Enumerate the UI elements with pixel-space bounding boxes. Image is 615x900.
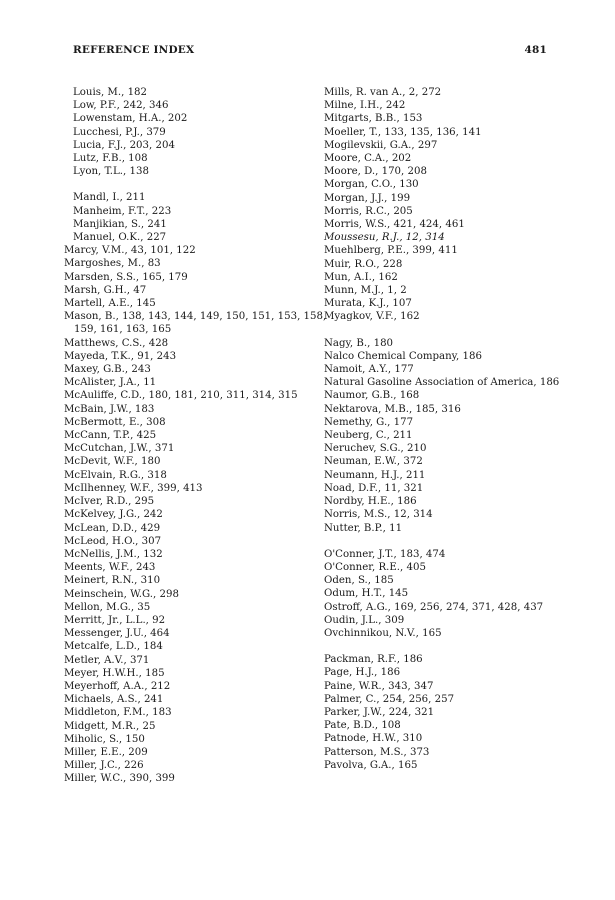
index-entry: McKelvey, J.G., 242 bbox=[64, 509, 163, 521]
index-entry: Myagkov, V.F., 162 bbox=[324, 311, 420, 323]
index-entry: Nalco Chemical Company, 186 bbox=[324, 350, 482, 362]
index-entry: Midgett, M.R., 25 bbox=[64, 720, 156, 732]
index-entry: Mills, R. van A., 2, 272 bbox=[324, 87, 442, 98]
index-entry: Michaels, A.S., 241 bbox=[64, 694, 164, 706]
index-entry: Marcy, V.M., 43, 101, 122 bbox=[64, 245, 196, 257]
index-entry: Muehlberg, P.E., 399, 411 bbox=[324, 245, 458, 257]
index-entry: Mellon, M.G., 35 bbox=[64, 601, 151, 613]
index-entry: Meents, W.F., 243 bbox=[64, 562, 156, 574]
index-entry: Palmer, C., 254, 256, 257 bbox=[324, 693, 455, 705]
section-gap bbox=[64, 178, 332, 191]
index-entry: Morgan, J.J., 199 bbox=[324, 192, 411, 204]
index-entry: Mason, B., 138, 143, 144, 149, 150, 151, 153, 158, 159, 161, 163, 165 bbox=[64, 311, 327, 336]
index-entry: Page, H.J., 186 bbox=[324, 667, 401, 679]
index-entry: Ostroff, A.G., 169, 256, 274, 371, 428, 437 bbox=[324, 601, 544, 613]
index-entry: McDevit, W.F., 180 bbox=[64, 456, 161, 468]
index-entry: McIver, R.D., 295 bbox=[64, 496, 155, 508]
section-gap bbox=[324, 535, 560, 548]
index-entry: Lucia, F.J., 203, 204 bbox=[73, 139, 175, 151]
index-entry: Martell, A.E., 145 bbox=[64, 298, 156, 310]
index-entry: Noad, D.F., 11, 321 bbox=[324, 482, 424, 494]
index-entry: Oudin, J.L., 309 bbox=[324, 614, 405, 626]
index-entry: McElvain, R.G., 318 bbox=[64, 469, 167, 481]
index-entry: Pavolva, G.A., 165 bbox=[324, 759, 418, 771]
index-entry: Oden, S., 185 bbox=[324, 575, 394, 587]
index-entry: Morgan, C.O., 130 bbox=[324, 179, 419, 191]
index-entry: Moussesu, R.J., 12, 314 bbox=[324, 232, 445, 244]
index-entry: Lyon, T.L., 138 bbox=[73, 166, 149, 178]
index-entry: Parker, J.W., 224, 321 bbox=[324, 706, 435, 718]
index-entry: Neuman, E.W., 372 bbox=[324, 456, 423, 468]
index-entry: Manjikian, S., 241 bbox=[73, 218, 167, 230]
index-entry: Metcalfe, L.D., 184 bbox=[64, 641, 163, 653]
index-entry: Mitgarts, B.B., 153 bbox=[324, 113, 423, 125]
index-entry: Nemethy, G., 177 bbox=[324, 416, 414, 428]
index-entry: Patnode, H.W., 310 bbox=[324, 733, 423, 745]
index-entry: Norris, M.S., 12, 314 bbox=[324, 509, 433, 521]
index-entry: McCann, T.P., 425 bbox=[64, 430, 157, 442]
index-entry: Moeller, T., 133, 135, 136, 141 bbox=[324, 126, 482, 138]
index-entry: Manuel, O.K., 227 bbox=[73, 232, 167, 244]
index-entry: Metler, A.V., 371 bbox=[64, 654, 150, 666]
index-entry: Packman, R.F., 186 bbox=[324, 654, 423, 666]
index-column-left bbox=[64, 86, 332, 786]
index-entry: Manheim, F.T., 223 bbox=[73, 205, 172, 217]
index-entry: Naumor, G.B., 168 bbox=[324, 390, 420, 402]
index-entry: Mandl, I., 211 bbox=[73, 192, 146, 204]
index-entry: McLeod, H.O., 307 bbox=[64, 535, 162, 547]
index-entry: Meyerhoff, A.A., 212 bbox=[64, 680, 171, 692]
index-entry: Milne, I.H., 242 bbox=[324, 100, 406, 112]
index-entry: Miller, J.C., 226 bbox=[64, 760, 144, 772]
index-entry: McLean, D.D., 429 bbox=[64, 522, 161, 534]
index-entry: McNellis, J.M., 132 bbox=[64, 548, 163, 560]
section-gap bbox=[324, 640, 560, 653]
index-entry: Munn, M.J., 1, 2 bbox=[324, 285, 407, 297]
index-entry: Louis, M., 182 bbox=[73, 87, 148, 98]
index-entry: Nagy, B., 180 bbox=[324, 337, 394, 349]
index-entry: McIlhenney, W.F., 399, 413 bbox=[64, 482, 203, 494]
index-entry: Nektarova, M.B., 185, 316 bbox=[324, 403, 461, 415]
index-entry: Neuberg, C., 211 bbox=[324, 430, 413, 442]
index-entry: Neumann, H.J., 211 bbox=[324, 469, 426, 481]
index-entry: McBain, J.W., 183 bbox=[64, 403, 155, 415]
index-entry: Nordby, H.E., 186 bbox=[324, 496, 417, 508]
index-entry: Natural Gasoline Association of America, 186 bbox=[324, 377, 560, 389]
index-entry: Paine, W.R., 343, 347 bbox=[324, 680, 434, 692]
index-entry: Namoit, A.Y., 177 bbox=[324, 364, 414, 376]
index-entry: Maxey, G.B., 243 bbox=[64, 364, 151, 376]
index-entry: Mun, A.I., 162 bbox=[324, 271, 398, 283]
index-entry: Lucchesi, P.J., 379 bbox=[73, 126, 166, 138]
index-entry: Ovchinnikou, N.V., 165 bbox=[324, 627, 442, 639]
index-entry: Miller, E.E., 209 bbox=[64, 746, 148, 758]
index-entry: McCutchan, J.W., 371 bbox=[64, 443, 175, 455]
index-entry: O'Conner, J.T., 183, 474 bbox=[324, 548, 446, 560]
index-entry: O'Conner, R.E., 405 bbox=[324, 561, 426, 573]
index-entry: Patterson, M.S., 373 bbox=[324, 746, 430, 758]
index-entry: Nutter, B.P., 11 bbox=[324, 522, 403, 534]
index-entry: Meinschein, W.G., 298 bbox=[64, 588, 179, 600]
index-entry: Middleton, F.M., 183 bbox=[64, 707, 172, 719]
index-entry: Murata, K.J., 107 bbox=[324, 298, 412, 310]
index-entry: Marsden, S.S., 165, 179 bbox=[64, 271, 188, 283]
index-entry: Meinert, R.N., 310 bbox=[64, 575, 161, 587]
index-entry: McAuliffe, C.D., 180, 181, 210, 311, 314, 315 bbox=[64, 390, 298, 402]
index-entry: Margoshes, M., 83 bbox=[64, 258, 161, 270]
index-entry: Meyer, H.W.H., 185 bbox=[64, 667, 165, 679]
index-entry: Merritt, Jr., L.L., 92 bbox=[64, 614, 166, 626]
header-title: REFERENCE INDEX bbox=[73, 44, 195, 56]
index-entry: Miholic, S., 150 bbox=[64, 733, 145, 745]
index-entry: Marsh, G.H., 47 bbox=[64, 284, 147, 296]
index-entry: Moore, C.A., 202 bbox=[324, 153, 412, 165]
index-column-right bbox=[324, 86, 560, 772]
page-header bbox=[73, 44, 547, 60]
index-entry: Lutz, F.B., 108 bbox=[73, 153, 148, 165]
index-entry: McBermott, E., 308 bbox=[64, 416, 166, 428]
index-entry: Odum, H.T., 145 bbox=[324, 588, 409, 600]
index-entry: Mogilevskii, G.A., 297 bbox=[324, 139, 438, 151]
index-entry: McAlister, J.A., 11 bbox=[64, 377, 157, 389]
index-entry: Low, P.F., 242, 346 bbox=[73, 100, 169, 112]
index-entry: Matthews, C.S., 428 bbox=[64, 337, 169, 349]
index-entry: Messenger, J.U., 464 bbox=[64, 628, 170, 640]
index-entry: Neruchev, S.G., 210 bbox=[324, 443, 427, 455]
page-number: 481 bbox=[524, 44, 547, 56]
section-gap bbox=[324, 324, 560, 337]
index-entry: Miller, W.C., 390, 399 bbox=[64, 773, 175, 785]
index-entry: Morris, W.S., 421, 424, 461 bbox=[324, 219, 465, 231]
index-entry: Muir, R.O., 228 bbox=[324, 258, 403, 270]
index-entry: Mayeda, T.K., 91, 243 bbox=[64, 350, 177, 362]
index-entry: Pate, B.D., 108 bbox=[324, 720, 401, 732]
index-entry: Morris, R.C., 205 bbox=[324, 205, 413, 217]
index-entry: Moore, D., 170, 208 bbox=[324, 166, 427, 178]
index-entry: Lowenstam, H.A., 202 bbox=[73, 113, 188, 125]
